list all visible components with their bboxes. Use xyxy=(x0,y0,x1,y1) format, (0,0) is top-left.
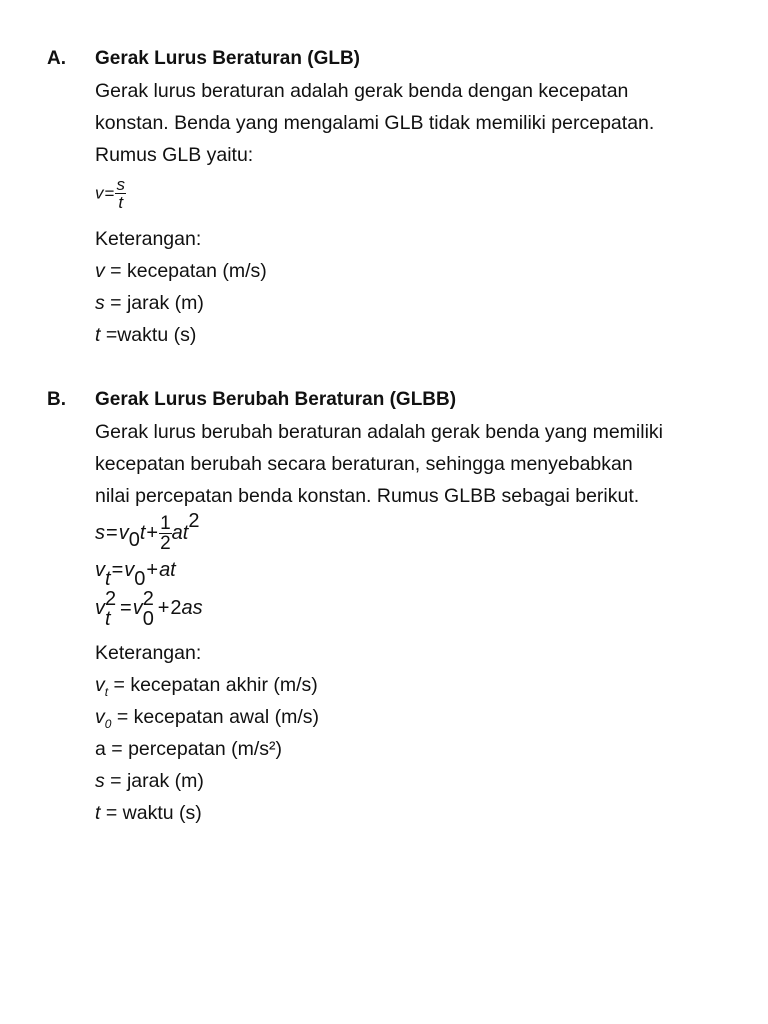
formula-symbol: s xyxy=(95,521,105,544)
formula-fraction xyxy=(115,176,126,211)
section-a-paragraph-line: Rumus GLB yaitu: xyxy=(95,144,254,166)
formula-symbol: at xyxy=(171,521,189,544)
legend-subscript: t xyxy=(104,684,109,699)
formula-superscript: 2 xyxy=(142,588,154,610)
formula-subscript: t xyxy=(105,568,111,590)
fraction-denominator: t xyxy=(118,193,124,212)
formula-plus: + xyxy=(157,597,170,619)
formula-superscript: 2 xyxy=(188,510,200,533)
legend-text: = percepatan (m/s²) xyxy=(105,738,282,760)
section-a-legend-item xyxy=(95,324,196,347)
section-b-legend-item xyxy=(95,738,282,761)
formula-sub-sup xyxy=(105,588,119,630)
legend-symbol: v xyxy=(95,674,105,696)
section-b-legend-item xyxy=(95,674,318,699)
legend-text: = jarak (m) xyxy=(104,770,204,792)
legend-text: = kecepatan awal (m/s) xyxy=(111,706,319,728)
formula-symbol: as xyxy=(181,597,203,619)
section-a-letter: A. xyxy=(47,48,66,69)
legend-symbol: a xyxy=(95,738,106,760)
section-b-keterangan-label: Keterangan: xyxy=(95,642,202,664)
glb-formula xyxy=(95,176,126,211)
legend-symbol: t xyxy=(95,324,101,346)
section-a-legend-item xyxy=(95,260,267,283)
formula-equals: = xyxy=(104,183,115,203)
formula-equals: = xyxy=(120,597,132,619)
fraction-denominator: 2 xyxy=(160,533,171,554)
formula-equals: = xyxy=(106,521,118,544)
section-b-legend-item xyxy=(95,706,319,731)
section-a-legend-item xyxy=(95,292,204,315)
formula-symbol: v xyxy=(124,559,135,581)
formula-symbol: v xyxy=(132,597,143,619)
legend-symbol: s xyxy=(95,292,105,314)
section-b-title: Gerak Lurus Berubah Beraturan (GLBB) xyxy=(95,389,457,410)
formula-symbol: at xyxy=(159,559,176,581)
section-b-paragraph-line: kecepatan berubah secara beraturan, sehingga menyebabkan xyxy=(95,453,633,475)
formula-symbol: t xyxy=(139,521,146,544)
legend-text: = kecepatan akhir (m/s) xyxy=(108,674,318,696)
formula-subscript: 0 xyxy=(142,608,154,630)
formula-plus: + xyxy=(146,559,159,581)
legend-text: = waktu (s) xyxy=(100,802,202,824)
formula-symbol: v xyxy=(95,559,105,581)
formula-subscript: 0 xyxy=(134,568,146,590)
section-b-letter: B. xyxy=(47,389,66,410)
formula-symbol: v xyxy=(95,597,105,619)
section-a-title: Gerak Lurus Beraturan (GLB) xyxy=(95,48,360,69)
formula-coefficient: 2 xyxy=(170,597,182,619)
fraction-numerator: 1 xyxy=(160,513,171,534)
formula-symbol: v xyxy=(118,521,129,544)
glbb-formula-velocity-squared xyxy=(95,588,203,630)
glbb-formula-velocity xyxy=(95,559,176,590)
section-b-paragraph-line: Gerak lurus berubah beraturan adalah gerak benda yang memiliki xyxy=(95,421,664,443)
legend-text: = kecepatan (m/s) xyxy=(104,260,267,282)
formula-symbol-v: v xyxy=(95,183,104,203)
legend-symbol: s xyxy=(95,770,105,792)
section-b-legend-item xyxy=(95,802,202,825)
section-a-paragraph-line: konstan. Benda yang mengalami GLB tidak memiliki percepatan. xyxy=(95,112,655,134)
legend-symbol: v xyxy=(95,706,105,728)
formula-subscript: t xyxy=(105,608,111,630)
glbb-formula-displacement xyxy=(95,510,200,554)
formula-sub-sup xyxy=(142,588,157,630)
formula-subscript: 0 xyxy=(128,528,140,551)
legend-text: = jarak (m) xyxy=(104,292,204,314)
fraction-numerator: s xyxy=(116,175,125,194)
section-a-keterangan-label: Keterangan: xyxy=(95,228,202,250)
section-a-paragraph-line: Gerak lurus beraturan adalah gerak benda dengan kecepatan xyxy=(95,80,629,102)
legend-symbol: t xyxy=(95,802,101,824)
formula-plus: + xyxy=(146,521,159,544)
formula-equals: = xyxy=(111,559,124,581)
legend-subscript: 0 xyxy=(104,716,112,731)
legend-text: =waktu (s) xyxy=(100,324,197,346)
section-b-legend-item xyxy=(95,770,204,793)
formula-fraction xyxy=(159,514,172,553)
section-b-paragraph-line: nilai percepatan benda konstan. Rumus GLBB sebagai berikut. xyxy=(95,485,640,507)
legend-symbol: v xyxy=(95,260,105,282)
formula-superscript: 2 xyxy=(105,588,117,610)
